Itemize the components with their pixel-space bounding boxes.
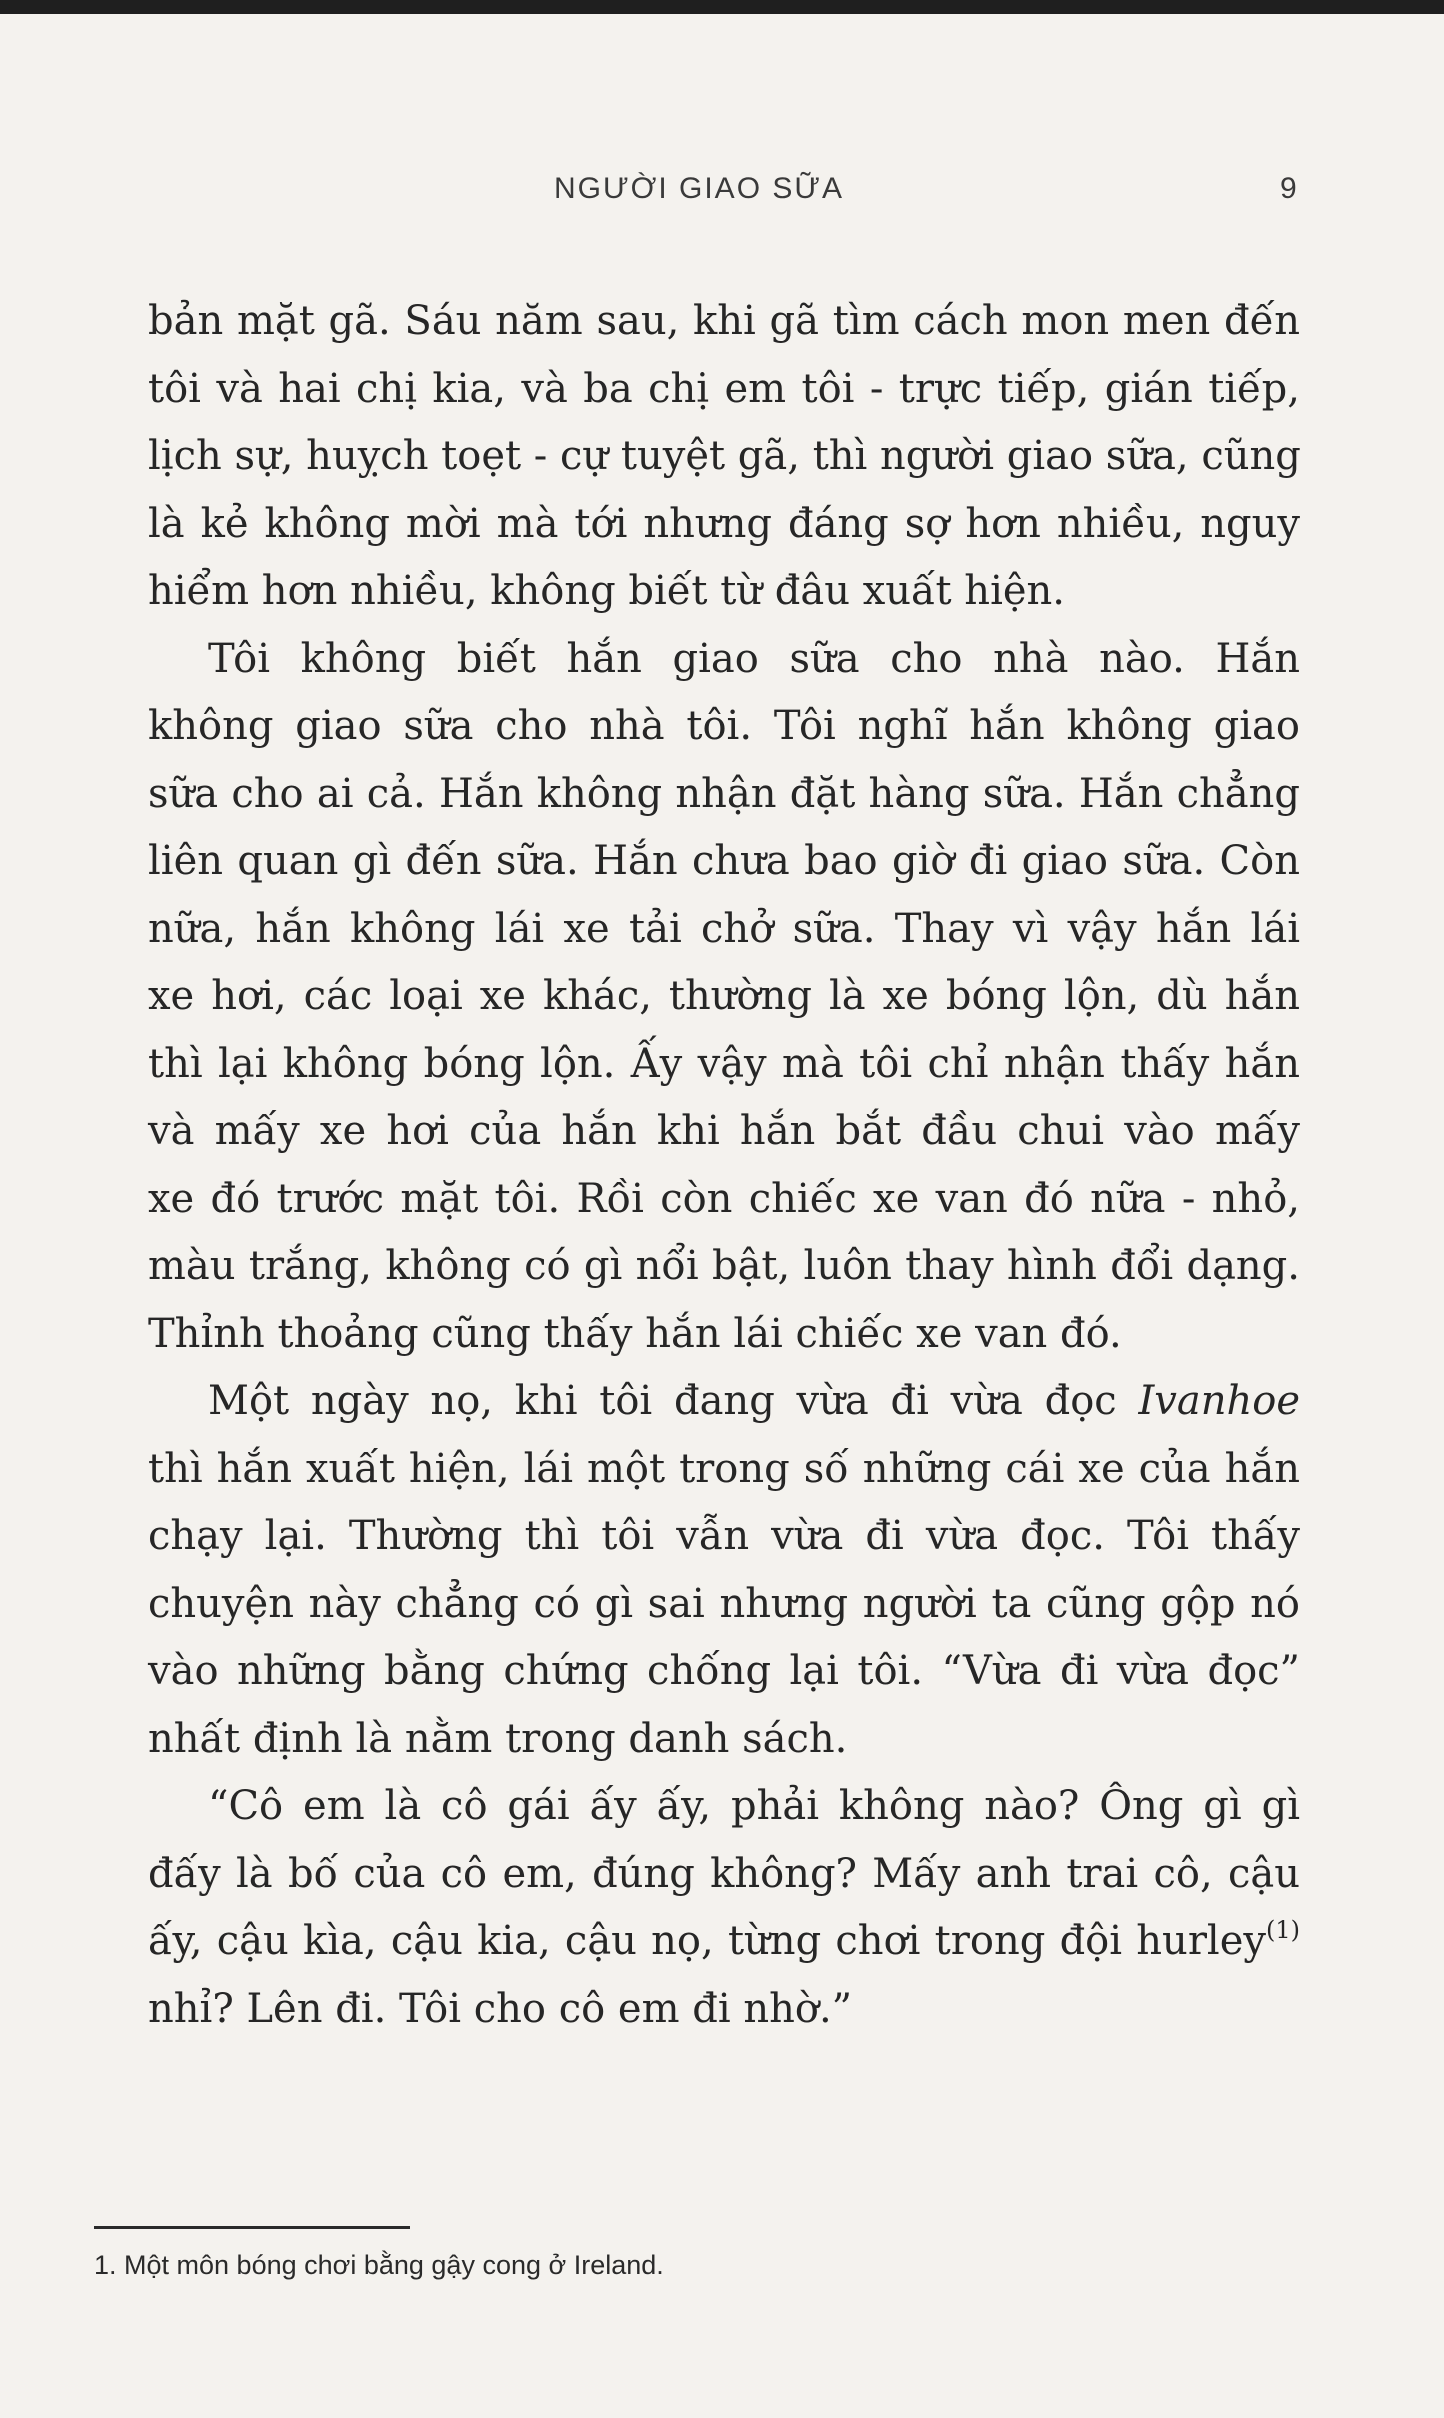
text-line: sữa cho ai cả. Hắn không nhận đặt hàng sữa. Hắn chẳng (148, 770, 1300, 817)
text-line: nữa, hắn không lái xe tải chở sữa. Thay vì vậy hắn lái (148, 905, 1300, 952)
text-line: màu trắng, không có gì nổi bật, luôn thay hình đổi dạng. (148, 1243, 1300, 1289)
footnote-divider (94, 2226, 410, 2229)
text-line: và mấy xe hơi của hắn khi hắn bắt đầu chui vào mấy (148, 1108, 1300, 1154)
text-line: lịch sự, huỵch toẹt - cự tuyệt gã, thì người giao sữa, cũng (148, 433, 1301, 479)
page-number: 9 (1280, 172, 1297, 205)
text-line: thì hắn xuất hiện, lái một trong số những cái xe của hắn (148, 1445, 1300, 1492)
text-line: tôi và hai chị kia, và ba chị em tôi - trực tiếp, gián tiếp, (148, 365, 1300, 412)
text-line: Thỉnh thoảng cũng thấy hắn lái chiếc xe van đó. (148, 1310, 1122, 1357)
text-line: không giao sữa cho nhà tôi. Tôi nghĩ hắn không giao (148, 703, 1300, 749)
footnote-text: 1. Một môn bóng chơi bằng gậy cong ở Ireland. (94, 2250, 664, 2280)
text-line: xe đó trước mặt tôi. Rồi còn chiếc xe van đó nữa - nhỏ, (148, 1175, 1300, 1222)
text-line: là kẻ không mời mà tới nhưng đáng sợ hơn nhiều, nguy (148, 500, 1300, 547)
text-segment: ấy, cậu kìa, cậu kia, cậu nọ, từng chơi trong đội hurley (148, 1918, 1266, 1964)
running-header (0, 172, 1444, 222)
text-line-paragraph-start (148, 1368, 1300, 1436)
book-title-italic: Ivanhoe (1138, 1378, 1301, 1424)
text-line (148, 1908, 1300, 1976)
text-line: vào những bằng chứng chống lại tôi. “Vừa đi vừa đọc” (148, 1648, 1300, 1694)
footnote-marker: (1) (1266, 1916, 1300, 1944)
text-line: nhất định là nằm trong danh sách. (148, 1715, 848, 1762)
text-segment: Một ngày nọ, khi tôi đang vừa đi vừa đọc (208, 1378, 1117, 1424)
text-line-paragraph-start: Tôi không biết hắn giao sữa cho nhà nào. Hắn (208, 635, 1300, 682)
text-line: bản mặt gã. Sáu năm sau, khi gã tìm cách mon men đến (148, 298, 1300, 344)
running-title: NGƯỜI GIAO SỮA (554, 172, 845, 205)
text-line: chuyện này chẳng có gì sai nhưng người ta cũng gộp nó (148, 1580, 1300, 1627)
text-line: đấy là bố của cô em, đúng không? Mấy anh trai cô, cậu (148, 1850, 1300, 1897)
body-text (148, 288, 1300, 2043)
text-line: thì lại không bóng lộn. Ấy vậy mà tôi chỉ nhận thấy hắn (148, 1040, 1300, 1087)
text-line-paragraph-start: “Cô em là cô gái ấy ấy, phải không nào? Ông gì gì (208, 1783, 1300, 1829)
top-page-edge (0, 0, 1444, 14)
text-line: liên quan gì đến sữa. Hắn chưa bao giờ đi giao sữa. Còn (148, 838, 1300, 884)
text-line: nhỉ? Lên đi. Tôi cho cô em đi nhờ.” (148, 1985, 853, 2032)
text-line: hiểm hơn nhiều, không biết từ đâu xuất hiện. (148, 568, 1066, 614)
text-line: xe hơi, các loại xe khác, thường là xe bóng lộn, dù hắn (148, 973, 1300, 1019)
text-line: chạy lại. Thường thì tôi vẫn vừa đi vừa đọc. Tôi thấy (148, 1513, 1300, 1559)
